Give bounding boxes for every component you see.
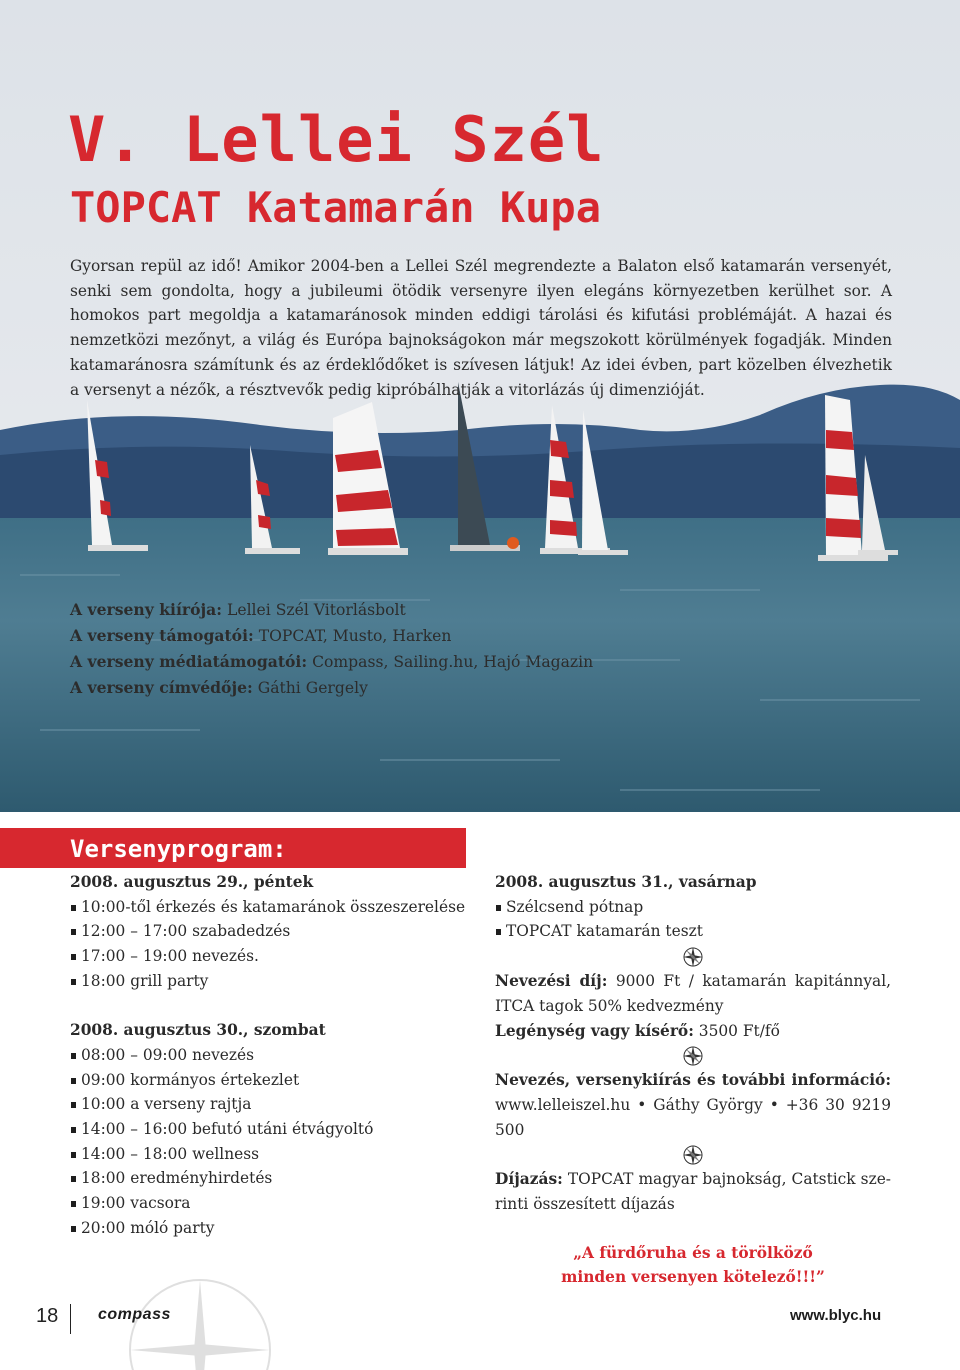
- schedule-item: 20:00 móló party: [70, 1216, 470, 1241]
- day-schedule: [70, 895, 470, 994]
- prize-text: TOPCAT magyar bajnokság, Catstick sze-: [562, 1170, 891, 1189]
- compass-rose-icon: [495, 944, 891, 969]
- program-header-bar: [0, 828, 466, 868]
- fee-label: Nevezési díj:: [495, 972, 608, 991]
- schedule-item: 19:00 vacsora: [70, 1191, 470, 1216]
- prize-label: Díjazás:: [495, 1170, 563, 1189]
- schedule-item: 08:00 – 09:00 nevezés: [70, 1043, 470, 1068]
- day-date: 2008. augusztus 30.: [70, 1021, 244, 1040]
- page-subtitle: TOPCAT Katamarán Kupa: [70, 183, 602, 232]
- credit-label: A verseny támogatói:: [70, 626, 254, 645]
- crew-text: 3500 Ft/fő: [693, 1021, 780, 1040]
- credit-row: [70, 623, 593, 649]
- schedule-item: TOPCAT katamarán teszt: [495, 919, 891, 944]
- day-heading: [70, 870, 470, 895]
- program-heading: Versenyprogram:: [70, 835, 287, 863]
- credit-label: A verseny címvédője:: [70, 678, 253, 697]
- credit-value: TOPCAT, Musto, Harken: [253, 627, 452, 645]
- fee-discount: ITCA tagok 50% kedvezmény: [495, 996, 724, 1015]
- contact-details: www.lelleiszel.hu • Gáthy György • +36 30 9219 500: [495, 1095, 891, 1139]
- credit-value: Gáthi Gergely: [252, 679, 368, 697]
- program-right-column: [495, 870, 891, 1290]
- day-heading: [70, 1018, 470, 1043]
- intro-paragraph: Gyorsan repül az idő! Amikor 2004-ben a Lellei Szél megrendezte a Balaton első katamarán versenyét, senki sem gondolta, hogy a jubileumi ötödik versenyre ilyen elegáns környezetben kerülhet sor. A homokos part megoldja a katamaránosok minden eddigi tárolási és kifutási problémáját. A hazai és nemzetközi mezőnyt, a világ és Európa bajnokságokon már megszokott körülmények fogadják. Minden katamaránosra számítunk és az érdeklődőket is szívesen látjuk! Az idei évben, part közelben élvezhetik a versenyt a nézők, a résztvevők pedig kipróbálhatják a vitorlázás új dimenzióját.: [70, 257, 892, 399]
- page-number: 18: [36, 1305, 59, 1327]
- crew-paragraph: [495, 1019, 891, 1044]
- footer-website: www.blyc.hu: [790, 1307, 882, 1324]
- day-weekday: , péntek: [243, 873, 314, 891]
- schedule-item: 10:00 a verseny rajtja: [70, 1092, 470, 1117]
- page-title: V. Lellei Szél: [68, 103, 605, 176]
- credit-label: A verseny médiatámogatói:: [70, 652, 308, 671]
- warning-line: „A fürdőruha és a törölköző: [573, 1243, 813, 1262]
- credit-row: [70, 675, 593, 701]
- compass-logo: compass: [98, 1306, 171, 1323]
- day-date: 2008. augusztus 29.: [70, 873, 244, 891]
- race-buoy: [507, 537, 519, 549]
- credit-label: A verseny kiírója:: [70, 600, 223, 619]
- contact-heading: [495, 1068, 891, 1093]
- schedule-item: Szélcsend pótnap: [495, 895, 891, 920]
- warning-text: minden versenyen kötelező: [561, 1268, 796, 1287]
- footer-divider: [70, 1304, 71, 1334]
- day-schedule: [70, 1043, 470, 1241]
- schedule-item: 18:00 grill party: [70, 969, 470, 994]
- program-left-column: [70, 870, 470, 1241]
- credit-row: [70, 649, 593, 675]
- day-heading: [495, 870, 891, 895]
- crew-label: Legénység vagy kísérő:: [495, 1021, 694, 1040]
- compass-rose-icon: [495, 1142, 891, 1167]
- schedule-item: 09:00 kormányos értekezlet: [70, 1068, 470, 1093]
- day-weekday: , szombat: [243, 1021, 326, 1040]
- schedule-item: 18:00 eredményhirdetés: [70, 1166, 470, 1191]
- warning-line: [495, 1265, 891, 1290]
- swimwear-warning: [495, 1241, 891, 1290]
- credits-block: [70, 597, 593, 701]
- fee-paragraph: [495, 969, 891, 994]
- day-schedule: [495, 895, 891, 944]
- schedule-item: 14:00 – 18:00 wellness: [70, 1142, 470, 1167]
- compass-rose-icon: [495, 1043, 891, 1068]
- credit-value: Lellei Szél Vitorlásbolt: [222, 601, 406, 619]
- schedule-item: 17:00 – 19:00 nevezés.: [70, 944, 470, 969]
- warning-end: !!!”: [795, 1268, 825, 1287]
- credit-value: Compass, Sailing.hu, Hajó Magazin: [307, 653, 594, 671]
- prize-text-cont: rinti összesített díjazás: [495, 1195, 675, 1214]
- schedule-item: 10:00-től érkezés és katamaránok összeszerelése: [70, 895, 470, 920]
- credit-row: [70, 597, 593, 623]
- contact-label: Nevezés, versenykiírás és további információ:: [495, 1071, 891, 1090]
- schedule-item: 12:00 – 17:00 szabadedzés: [70, 919, 470, 944]
- day-date: 2008. augusztus 31.: [495, 873, 669, 891]
- day-weekday: , vasárnap: [668, 873, 757, 891]
- prize-paragraph: [495, 1167, 891, 1192]
- schedule-item: 14:00 – 16:00 befutó utáni étvágyoltó: [70, 1117, 470, 1142]
- fee-text: 9000 Ft / katamarán kapitánnyal,: [607, 972, 892, 991]
